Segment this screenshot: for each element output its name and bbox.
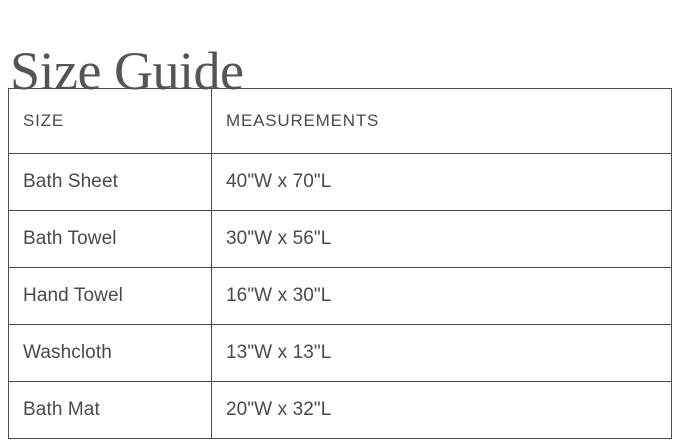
cell-measurements: 16"W x 30"L [212, 268, 672, 325]
cell-size: Bath Sheet [9, 154, 212, 211]
table-row [9, 268, 672, 325]
cell-size: Bath Towel [9, 211, 212, 268]
cell-size: Washcloth [9, 325, 212, 382]
table-row [9, 382, 672, 439]
page-title: Size Guide [10, 41, 244, 102]
column-header-size: SIZE [9, 89, 212, 154]
cell-measurements: 40"W x 70"L [212, 154, 672, 211]
table-row [9, 154, 672, 211]
cell-measurements: 20"W x 32"L [212, 382, 672, 439]
cell-measurements: 30"W x 56"L [212, 211, 672, 268]
table-header-row [9, 89, 672, 154]
table-row [9, 325, 672, 382]
cell-size: Hand Towel [9, 268, 212, 325]
table-row [9, 211, 672, 268]
column-header-measurements: MEASUREMENTS [212, 89, 672, 154]
size-guide-table [8, 88, 672, 439]
cell-size: Bath Mat [9, 382, 212, 439]
cell-measurements: 13"W x 13"L [212, 325, 672, 382]
